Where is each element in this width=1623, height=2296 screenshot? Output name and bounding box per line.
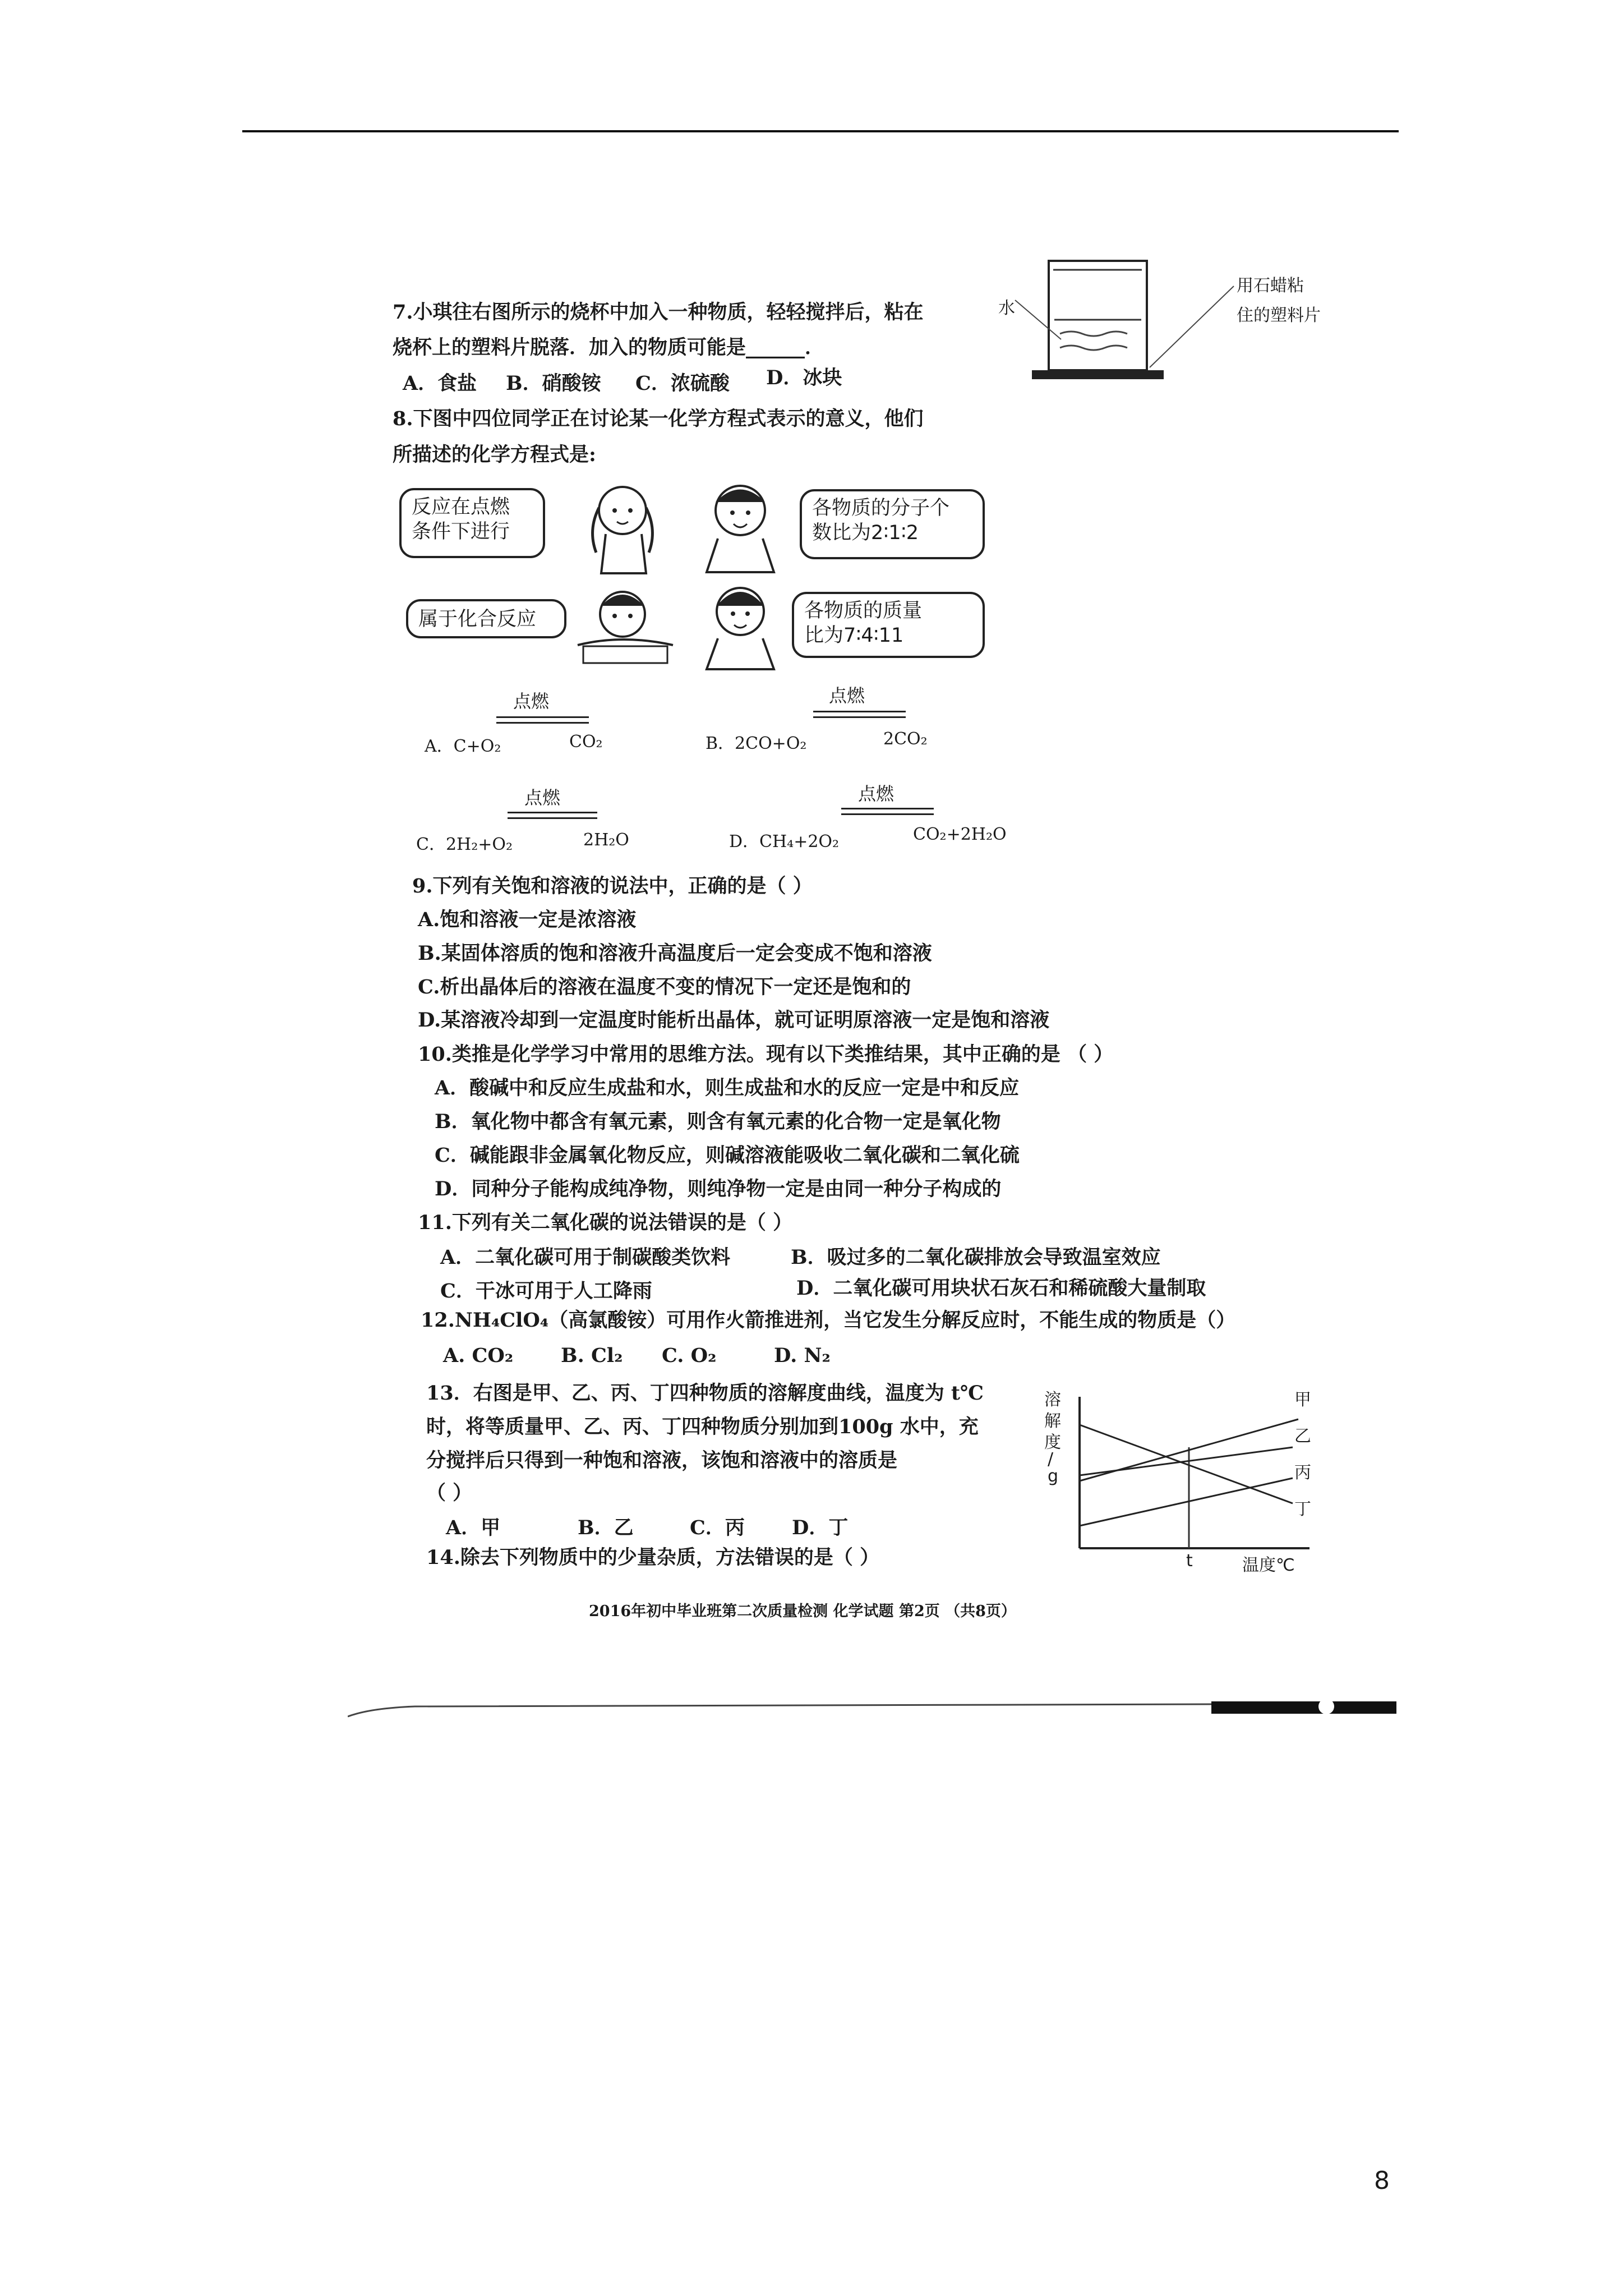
chart-ylabel-4: /	[1048, 1450, 1054, 1469]
eq-b-arrow	[813, 711, 906, 712]
bubble-4-line2: 比为7∶4∶11	[804, 624, 904, 647]
chart-ylabel-3: 度	[1044, 1433, 1061, 1452]
q9-option-d: D.某溶液冷却到一定温度时能析出晶体，就可证明原溶液一定是饱和溶液	[418, 1009, 1050, 1032]
q13-option-b: B．乙	[578, 1516, 634, 1539]
q7-option-a: A．食盐	[403, 372, 477, 395]
curve-bing	[1080, 1478, 1293, 1526]
series-label-bing: 丙	[1294, 1463, 1311, 1483]
q9-option-a: A.饱和溶液一定是浓溶液	[418, 908, 637, 931]
q8-stem-line1: 8.下图中四位同学正在讨论某一化学方程式表示的意义，他们	[393, 407, 924, 430]
q9-option-b: B.某固体溶质的饱和溶液升高温度后一定会变成不饱和溶液	[418, 942, 932, 965]
eq-b-condition: 点燃	[829, 685, 865, 706]
eq-b-left: B．2CO+O₂	[706, 734, 807, 753]
q12-option-a: A. CO₂	[443, 1344, 514, 1367]
bubble-4-line1: 各物质的质量	[804, 600, 923, 622]
q9-option-c: C.析出晶体后的溶液在温度不变的情况下一定还是饱和的	[418, 976, 911, 999]
q7-stem-line2: 烧杯上的塑料片脱落．加入的物质可能是______．	[393, 336, 825, 359]
chart-t-label: t	[1186, 1551, 1193, 1571]
q11-option-b: B．吸过多的二氧化碳排放会导致温室效应	[791, 1246, 1161, 1269]
student-boy-illustration-3	[687, 578, 799, 673]
q10-option-b: B．氧化物中都含有氧元素，则含有氧元素的化合物一定是氧化物	[435, 1110, 1001, 1133]
eq-d-condition: 点燃	[858, 783, 895, 804]
eq-c-left: C．2H₂+O₂	[416, 835, 513, 854]
eq-c-condition: 点燃	[524, 787, 561, 808]
eq-c-arrow	[508, 812, 597, 813]
curve-ding	[1080, 1425, 1293, 1503]
eq-b-right: 2CO₂	[883, 729, 928, 749]
eq-a-left: A．C+O₂	[425, 737, 501, 756]
q10-option-d: D．同种分子能构成纯净物，则纯净物一定是由同一种分子构成的	[435, 1177, 1002, 1200]
bubble-1-line1: 反应在点燃	[412, 496, 510, 518]
speech-bubble-3	[406, 599, 566, 638]
q12-option-d: D. N₂	[774, 1344, 831, 1367]
q8-stem-line2: 所描述的化学方程式是:	[393, 443, 596, 466]
beaker-note-line2: 住的塑料片	[1237, 306, 1321, 325]
q13-stem-line4: （ ）	[426, 1481, 473, 1504]
series-label-yi: 乙	[1294, 1427, 1311, 1446]
q13-stem-line3: 分搅拌后只得到一种饱和溶液，该饱和溶液中的溶质是	[426, 1449, 898, 1472]
q7-option-b: B．硝酸铵	[506, 372, 601, 395]
eq-c-arrow-2	[508, 817, 597, 819]
q7-option-d: D．冰块	[766, 366, 842, 389]
eq-b-arrow-2	[813, 716, 906, 718]
q12-option-b: B. Cl₂	[561, 1344, 623, 1367]
eq-d-arrow-2	[841, 813, 934, 815]
speech-bubble-2	[800, 489, 985, 559]
plastic-sheet	[1032, 370, 1164, 379]
beaker-note-line1: 用石蜡粘	[1237, 276, 1304, 296]
q13-stem-line2: 时，将等质量甲、乙、丙、丁四种物质分别加到100g 水中，充	[426, 1415, 979, 1438]
eq-a-right: CO₂	[569, 732, 603, 752]
bubble-2-line1: 各物质的分子个	[812, 497, 950, 519]
q11-option-c: C．干冰可用于人工降雨	[440, 1280, 652, 1303]
eq-d-arrow	[841, 808, 934, 809]
q7-option-c: C．浓硫酸	[635, 372, 730, 395]
beaker-body	[1049, 261, 1147, 370]
eq-c-right: 2H₂O	[583, 830, 629, 850]
student-girl-illustration	[566, 477, 701, 578]
q11-option-d: D．二氧化碳可用块状石灰石和稀硫酸大量制取	[796, 1277, 1206, 1300]
q11-option-a: A．二氧化碳可用于制碳酸类饮料	[440, 1246, 731, 1269]
eq-d-left: D．CH₄+2O₂	[729, 832, 840, 852]
chart-ylabel-2: 解	[1044, 1411, 1061, 1431]
chart-ylabel-5: g	[1048, 1466, 1059, 1486]
q13-option-c: C．丙	[690, 1516, 745, 1539]
q10-option-c: C．碱能跟非金属氧化物反应，则碱溶液能吸收二氧化碳和二氧化硫	[435, 1144, 1020, 1167]
q10-stem: 10.类推是化学学习中常用的思维方法。现有以下类推结果，其中正确的是 （ ）	[418, 1043, 1114, 1066]
q13-option-d: D．丁	[792, 1516, 849, 1539]
speech-bubble-1	[399, 488, 545, 558]
solubility-curve-chart	[1063, 1391, 1321, 1576]
chart-xlabel: 温度℃	[1242, 1556, 1295, 1575]
q13-stem-line1: 13．右图是甲、乙、丙、丁四种物质的溶解度曲线，温度为 t℃	[426, 1382, 984, 1405]
q11-stem: 11.下列有关二氧化碳的说法错误的是（ ）	[418, 1211, 793, 1234]
q13-option-a: A．甲	[446, 1516, 501, 1539]
bubble-2-line2: 数比为2∶1∶2	[812, 522, 919, 544]
q7-stem-line1: 7.小琪往右图所示的烧杯中加入一种物质，轻轻搅拌后，粘在	[393, 301, 924, 324]
eq-a-arrow	[496, 716, 589, 718]
page-number: 8	[1374, 2166, 1390, 2195]
student-boy-illustration-2	[566, 583, 690, 673]
top-rule	[242, 130, 1399, 132]
exam-footer: 2016年初中毕业班第二次质量检测 化学试题 第2页 （共8页）	[589, 1603, 1016, 1620]
speech-bubble-4	[792, 592, 985, 658]
q12-option-c: C. O₂	[662, 1344, 717, 1367]
scan-edge-decoration	[348, 1700, 1396, 1722]
series-label-jia: 甲	[1294, 1390, 1311, 1410]
q12-stem: 12.NH₄ClO₄（高氯酸铵）可用作火箭推进剂，当它发生分解反应时，不能生成的物质是（）	[421, 1309, 1236, 1332]
bubble-3-text: 属于化合反应	[418, 608, 537, 631]
water-label: 水	[998, 298, 1015, 318]
q10-option-a: A．酸碱中和反应生成盐和水，则生成盐和水的反应一定是中和反应	[435, 1076, 1020, 1099]
q14-stem: 14.除去下列物质中的少量杂质，方法错误的是（ ）	[426, 1546, 880, 1569]
series-label-ding: 丁	[1294, 1499, 1311, 1519]
student-boy-illustration-1	[684, 477, 802, 578]
q9-stem: 9.下列有关饱和溶液的说法中，正确的是（ ）	[412, 875, 813, 898]
eq-a-arrow-2	[496, 722, 589, 724]
eq-a-condition: 点燃	[513, 691, 550, 712]
chart-ylabel-1: 溶	[1044, 1390, 1061, 1410]
bubble-1-line2: 条件下进行	[412, 521, 510, 543]
eq-d-right: CO₂+2H₂O	[913, 825, 1007, 844]
